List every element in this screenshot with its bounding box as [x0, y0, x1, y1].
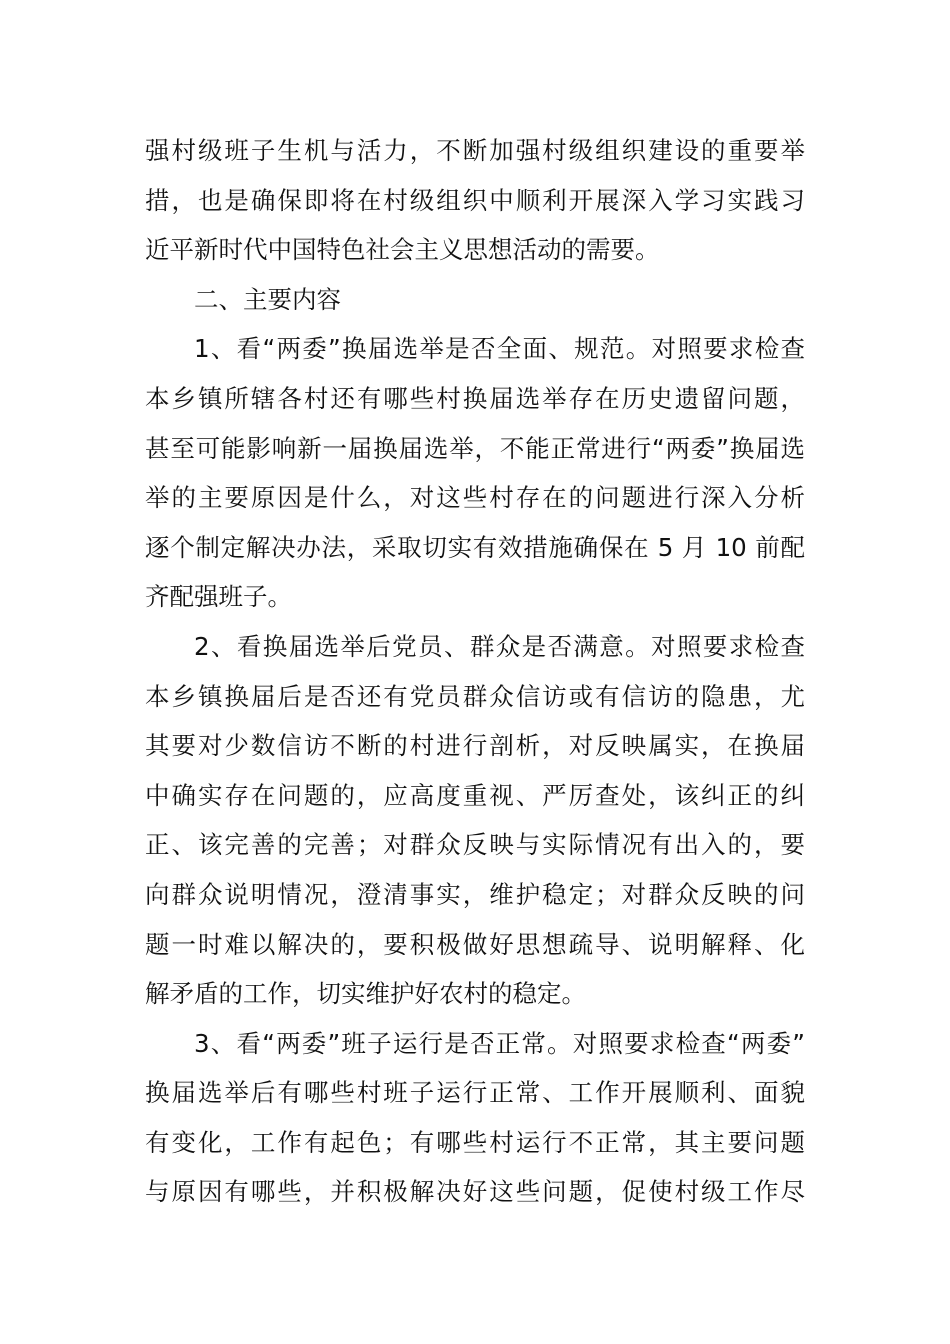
item-3-line-1: 3、看“两委”班子运行是否正常。对照要求检查“两委” — [194, 1028, 805, 1058]
text-line-2: 措，也是确保即将在村级组织中顺利开展深入学习实践习 — [145, 185, 805, 215]
item-2-line-5: 正、该完善的完善；对群众反映与实际情况有出入的，要 — [145, 830, 805, 860]
item-2-line-3: 其要对少数信访不断的村进行剖析，对反映属实，在换届 — [145, 731, 805, 761]
item-1-line-3: 甚至可能影响新一届换届选举，不能正常进行“两委”换届选 — [145, 433, 805, 463]
section-heading: 二、主要内容 — [194, 284, 341, 314]
item-2-line-7: 题一时难以解决的，要积极做好思想疏导、说明解释、化 — [145, 929, 805, 959]
document-body — [145, 126, 805, 1217]
item-3-line-4: 与原因有哪些，并积极解决好这些问题，促使村级工作尽 — [145, 1177, 805, 1207]
item-1-line-1: 1、看“两委”换届选举是否全面、规范。对照要求检查 — [194, 334, 805, 364]
item-2-line-8: 解矛盾的工作，切实维护好农村的稳定。 — [145, 979, 586, 1009]
item-1-line-6: 齐配强班子。 — [145, 582, 292, 612]
item-2-line-6: 向群众说明情况，澄清事实，维护稳定；对群众反映的问 — [145, 879, 805, 909]
item-1-line-5: 逐个制定解决办法，采取切实有效措施确保在 5 月 10 前配 — [145, 532, 805, 562]
item-2-line-1: 2、看换届选举后党员、群众是否满意。对照要求检查 — [194, 631, 805, 661]
item-2-line-2: 本乡镇换届后是否还有党员群众信访或有信访的隐患，尤 — [145, 681, 805, 711]
item-1-line-2: 本乡镇所辖各村还有哪些村换届选举存在历史遗留问题， — [145, 383, 805, 413]
item-2-line-4: 中确实存在问题的，应高度重视、严厉查处，该纠正的纠 — [145, 780, 805, 810]
text-line-3: 近平新时代中国特色社会主义思想活动的需要。 — [145, 235, 660, 265]
item-1-line-4: 举的主要原因是什么，对这些村存在的问题进行深入分析 — [145, 483, 805, 513]
text-line-1: 强村级班子生机与活力，不断加强村级组织建设的重要举 — [145, 136, 805, 165]
item-3-line-3: 有变化，工作有起色；有哪些村运行不正常，其主要问题 — [145, 1127, 805, 1157]
item-3-line-2: 换届选举后有哪些村班子运行正常、工作开展顺利、面貌 — [145, 1078, 805, 1108]
